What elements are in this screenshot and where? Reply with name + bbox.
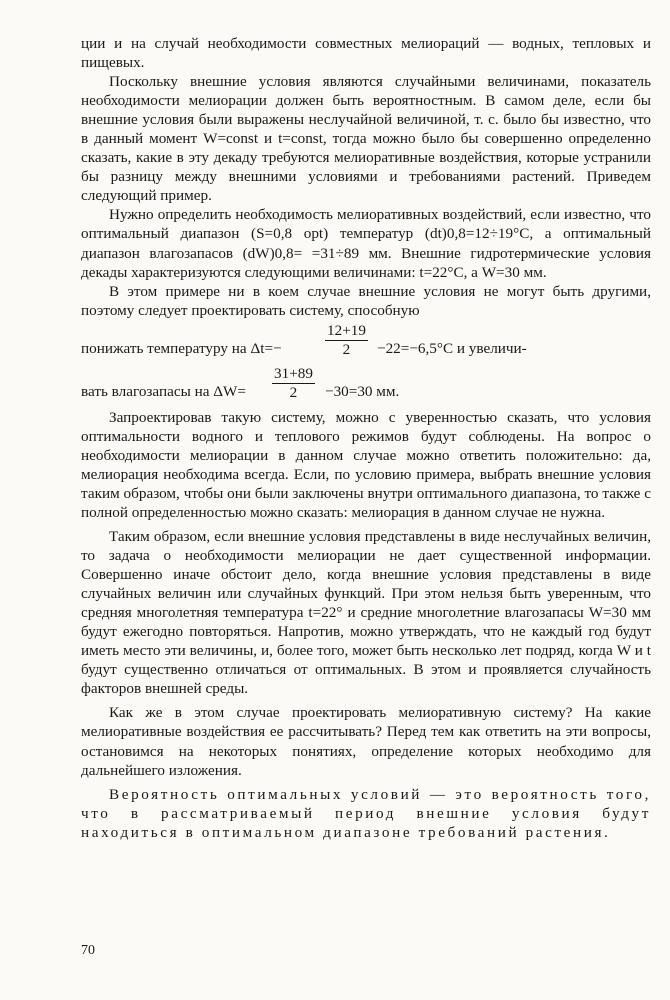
paragraph-example-setup: Нужно определить необходимость мелиоративных воздействий, если известно, что оптимальный диапазон (S=0,8 opt) температур (dt)0,8=12÷19°С, а оптимальный диапазон влагозапасов (dW)0,8= =31÷89 мм. Внешние гидротермические условия декады характеризуются следующими величинами: t=22°С, а W=30 мм.: [81, 206, 651, 281]
paragraph-random-conditions: Поскольку внешние условия являются случайными величинами, показатель необходимости мелиорации должен быть вероятностным. В самом деле, если бы внешние условия были выражены неслучайной величиной, т. с. было бы известно, что в данный момент W=const и t=const, тогда можно было бы совершенно определенно сказать, какие в эту декаду требуются мелиоративные воздействия, которые устранили бы разницу между внешними условиями и требованиями растений. Приведем следующий пример.: [81, 73, 651, 205]
formula-temperature-fraction: [325, 322, 368, 359]
paragraph-random-values: Таким образом, если внешние условия представлены в виде неслучайных величин, то задача о необходимости мелиорации не дает существенной информации. Совершенно иначе обстоит дело, когда внешние условия представлены в виде случайных величин или случайных функций. При этом нельзя быть уверенным, что средняя многолетняя температура t=22° и средние многолетние влагозапасы W=30 мм будут ежегодно повторяться. Напротив, можно утверждать, что не каждый год будут иметь место эти величины, и, более того, может быть несколько лет подряд, когда W и t будут существенно отличаться от оптимальных. В этом и проявляется случайность факторов внешней среды.: [81, 527, 651, 698]
page-number: 70: [81, 943, 95, 958]
formula-moisture-rhs: −30=30 мм.: [325, 382, 400, 400]
paragraph-questions: Как же в этом случае проектировать мелиоративную систему? На какие мелиоративные воздействия ее рассчитывать? Перед тем как ответить на эти вопросы, остановимся на некоторых понятиях, определение которых необходимо для дальнейшего изложения.: [81, 704, 651, 779]
paragraph-conclusion: Запроектировав такую систему, можно с уверенностью сказать, что условия оптимальности водного и теплового режимов будут соблюдены. На вопрос о необходимости мелиорации в данном случае можно ответить положительно: да, мелиорация необходима всегда. Если, по условию примера, выбрать внешние условия таким образом, чтобы они были заключены внутри оптимального диапазона, то также с полной определенностью можно сказать: мелиорация в данном случае не нужна.: [81, 408, 651, 521]
paragraph-continuation: ции и на случай необходимости совместных мелиораций — водных, тепловых и пищевых.: [81, 35, 651, 72]
formula-moisture-denominator: 2: [289, 383, 298, 401]
body-text: [81, 34, 651, 842]
formula-moisture-lhs: вать влагозапасы на ΔW=: [81, 382, 246, 400]
formula-moisture-numerator: 31+89: [274, 364, 313, 382]
formula-temperature-denominator: 2: [342, 340, 351, 358]
formula-temperature-lhs: понижать температуру на Δt=−: [81, 339, 282, 357]
formula-moisture: [81, 365, 651, 403]
formula-temperature: [81, 322, 651, 360]
paragraph-example-design: В этом примере ни в коем случае внешние условия не могут быть другими, поэтому следует проектировать систему, способную: [81, 282, 651, 319]
formula-moisture-fraction: [272, 365, 315, 402]
paragraph-definition: Вероятность оптимальных условий — это вероятность того, что в рассматриваемый период внешние условия будут находиться в оптимальном диапазоне требований растения.: [81, 785, 651, 841]
formula-temperature-rhs: −22=−6,5°С и увеличи-: [377, 339, 527, 357]
formula-temperature-numerator: 12+19: [327, 321, 366, 339]
